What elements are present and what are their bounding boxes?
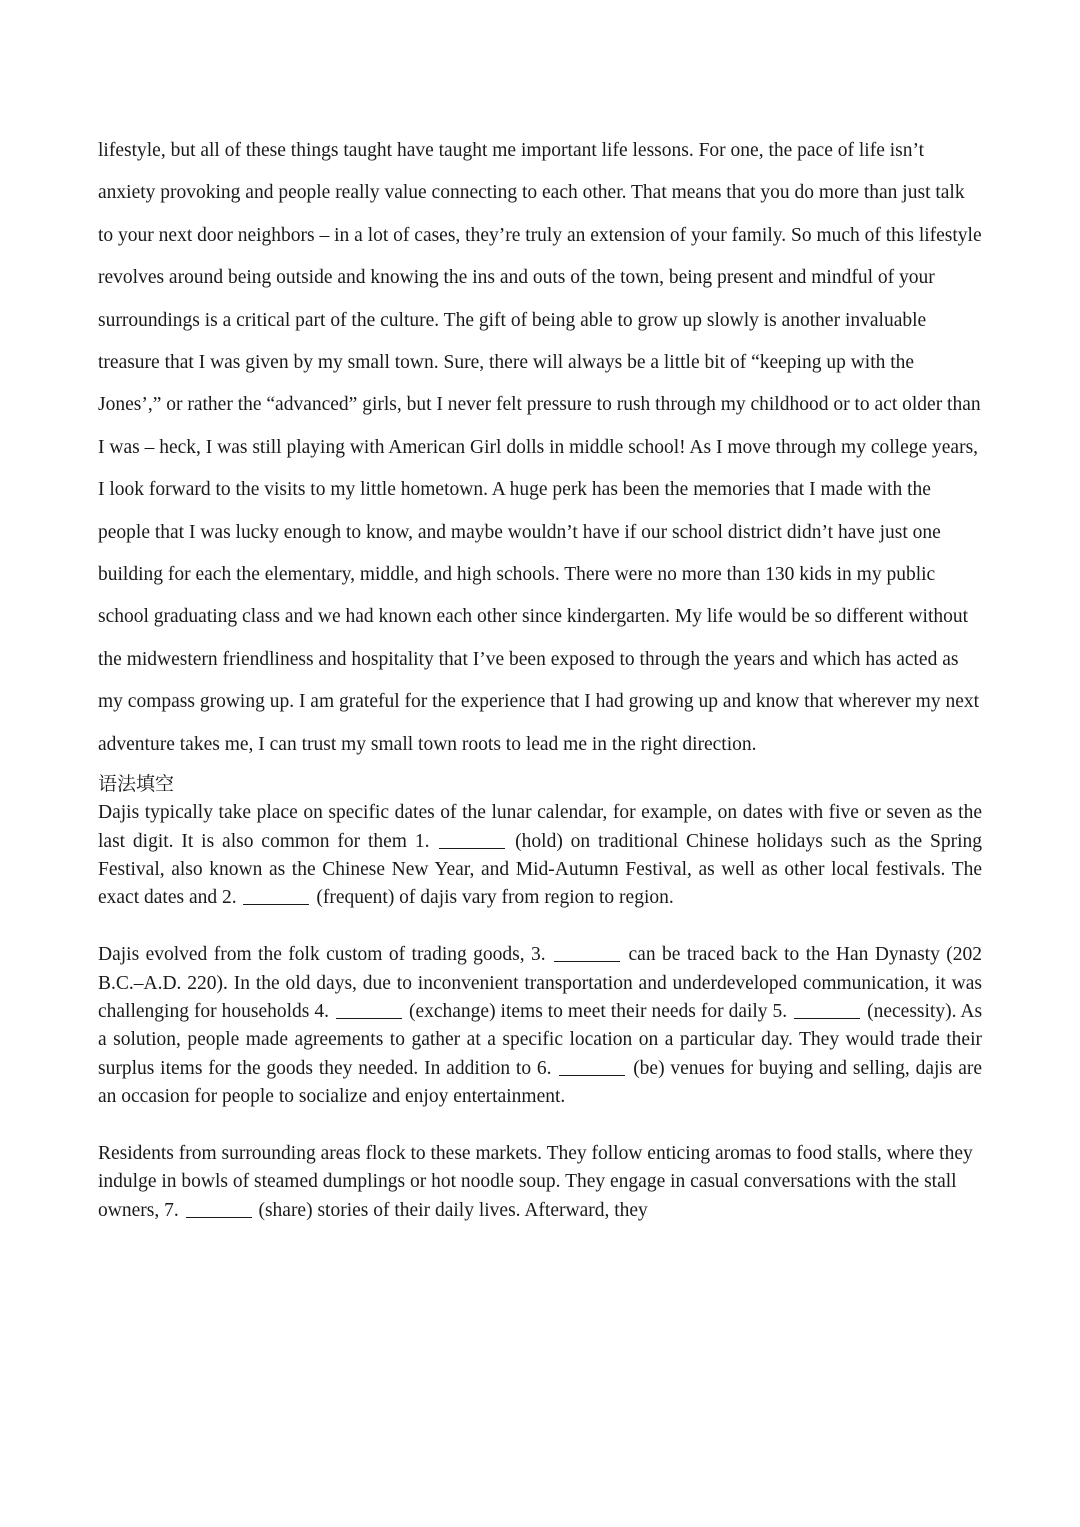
blank-3 (554, 943, 620, 962)
text-segment: (share) stories of their daily lives. Afterward, they (258, 1199, 648, 1221)
text-segment: can be traced back to the Han Dynasty (202 B.C.–A.D. 220). In the old days, due to inconvenient transportation and underdeveloped communication, it was challenging for households 4. (98, 944, 982, 1022)
text-segment: (be) venues for buying and selling, dajis are an occasion for people to socialize and enjoy entertainment. (98, 1057, 983, 1108)
blank-4 (336, 1000, 402, 1019)
blank-1 (439, 830, 505, 849)
blank-2 (243, 886, 309, 905)
text-segment: Dajis evolved from the folk custom of trading goods, 3. (98, 944, 546, 966)
text-segment: (hold) on traditional Chinese holidays such as the Spring Festival, also known as the Chinese New Year, and Mid-Autumn Festival, as well as other local festivals. The exact dates and 2. (98, 830, 983, 909)
text-segment: Dajis typically take place on specific dates of the lunar calendar, for example, on dates with five or seven as the last digit. It is also common for them 1. (98, 802, 982, 852)
cloze-paragraph-1 (98, 799, 982, 913)
text-segment: (frequent) of dajis vary from region to region. (316, 887, 674, 909)
cloze-paragraph-2 (98, 941, 982, 1111)
essay-paragraph: lifestyle, but all of these things taught have taught me important life lessons. For one, the pace of life isn’t anxiety provoking and people really value connecting to each other. That means that you do more than just talk to your next door neighbors – in a lot of cases, they’re truly an extension of your family. So much of this lifestyle revolves around being outside and knowing the ins and outs of the town, being present and mindful of your surroundings is a critical part of the culture. The gift of being able to grow up slowly is another invaluable treasure that I was given by my small town. Sure, there will always be a little bit of “keeping up with the Jones’,” or rather the “advanced” girls, but I never felt pressure to rush through my childhood or to act older than I was – heck, I was still playing with American Girl dolls in middle school! As I move through my college years, I look forward to the visits to my little hometown. A huge perk has been the memories that I made with the people that I was lucky enough to know, and maybe wouldn’t have if our school district didn’t have just one building for each the elementary, middle, and high schools. There were no more than 130 kids in my public school graduating class and we had known each other since kindergarten. My life would be so different without the midwestern friendliness and hospitality that I’ve been exposed to through the years and which has acted as my compass growing up. I am grateful for the experience that I had growing up and know that wherever my next adventure takes me, I can trust my small town roots to lead me in the right direction. (98, 140, 982, 755)
blank-5 (794, 1000, 860, 1019)
section-heading: 语法填空 (98, 773, 175, 796)
blank-6 (559, 1057, 625, 1076)
cloze-paragraph-3 (98, 1140, 982, 1225)
blank-7 (186, 1199, 252, 1218)
document-page (98, 130, 982, 1225)
text-segment: Residents from surrounding areas flock to these markets. They follow enticing aromas to food stalls, where they indulge in bowls of steamed dumplings or hot noodle soup. They engage in casual conversations with the stall owners, 7. (98, 1142, 973, 1221)
text-segment: (exchange) items to meet their needs for daily 5. (408, 1000, 788, 1022)
text-segment: (necessity). As a solution, people made agreements to gather at a specific location on a particular day. They would trade their surplus items for the goods they needed. In addition to 6. (98, 1000, 983, 1079)
